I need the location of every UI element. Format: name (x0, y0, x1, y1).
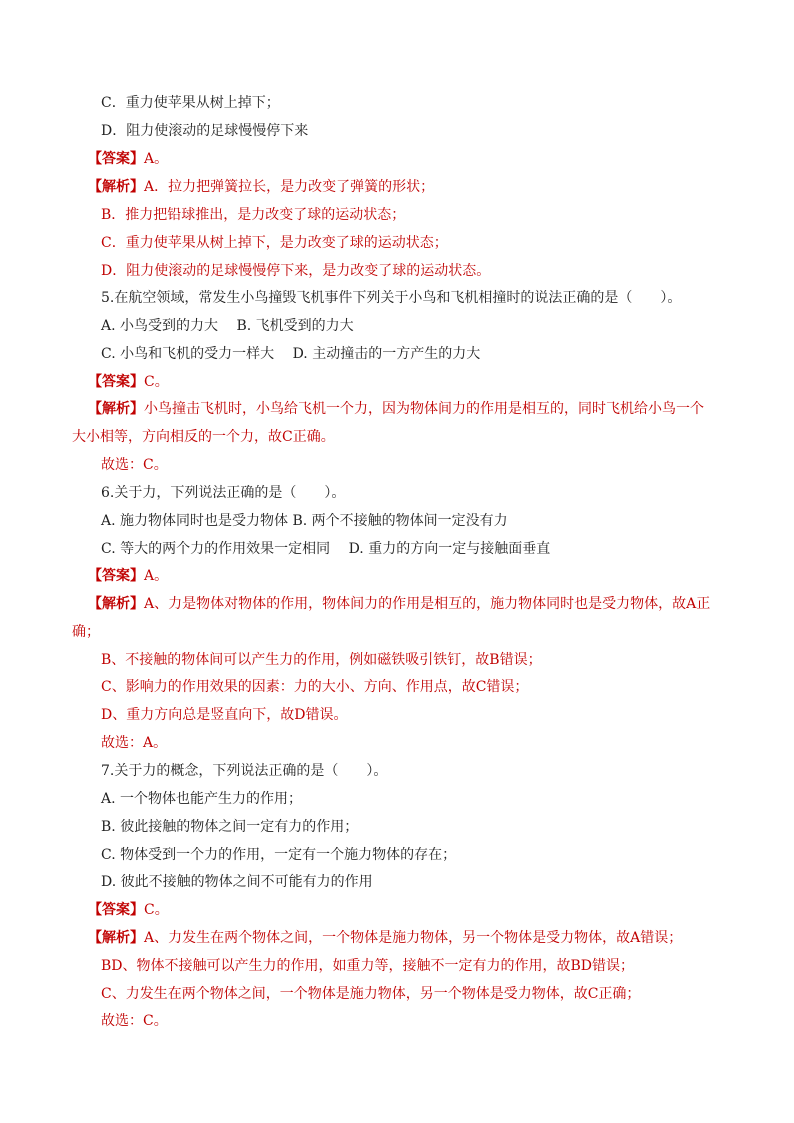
analysis-text: A、力是物体对物体的作用，物体间力的作用是相互的，施力物体同时也是受力物体，故A正 (144, 596, 711, 612)
q6-stem: 6.关于力，下列说法正确的是（ ）。 (101, 485, 346, 501)
q5-options-row-2: C. 小鸟和飞机的受力一样大 D. 主动撞击的一方产生的力大 (101, 346, 481, 362)
q7-option-d: D. 彼此不接触的物体之间不可能有力的作用 (101, 874, 373, 890)
q7-option-b: B. 彼此接触的物体之间一定有力的作用； (101, 819, 359, 835)
analysis-text: A、力发生在两个物体之间，一个物体是施力物体，另一个物体是受力物体，故A错误； (144, 930, 683, 946)
answer-value: C。 (144, 374, 169, 390)
prev-analysis-line-2: B．推力把铅球推出，是力改变了球的运动状态； (101, 207, 406, 223)
analysis-text: A．拉力把弹簧拉长，是力改变了弹簧的形状； (144, 179, 435, 195)
q7-stem: 7.关于力的概念，下列说法正确的是（ ）。 (101, 763, 388, 779)
q6-analysis-line-1 (88, 595, 710, 613)
analysis-label: 【解析】 (88, 401, 144, 417)
prev-analysis-line-4: D．阻力使滚动的足球慢慢停下来，是力改变了球的运动状态。 (101, 263, 491, 279)
prev-analysis-line-1 (88, 178, 434, 196)
answer-label: 【答案】 (88, 151, 144, 167)
prev-answer-line (88, 150, 168, 168)
q5-answer-line (88, 373, 169, 391)
prev-analysis-line-3: C．重力使苹果从树上掉下，是力改变了球的运动状态； (101, 235, 448, 251)
analysis-label: 【解析】 (88, 596, 144, 612)
q6-answer-line (88, 567, 168, 585)
answer-value: C。 (144, 902, 169, 918)
answer-label: 【答案】 (88, 568, 144, 584)
analysis-label: 【解析】 (88, 930, 144, 946)
answer-label: 【答案】 (88, 902, 144, 918)
analysis-label: 【解析】 (88, 179, 144, 195)
q6-analysis-line-5: D、重力方向总是竖直向下，故D错误。 (101, 707, 348, 723)
q7-answer-line (88, 901, 169, 919)
q6-analysis-line-2: 确； (72, 624, 100, 640)
q6-options-row-1: A. 施力物体同时也是受力物体 B. 两个不接触的物体间一定没有力 (101, 513, 508, 529)
answer-value: A。 (144, 151, 169, 167)
q7-analysis-line-1 (88, 929, 682, 947)
prev-option-c: C．重力使苹果从树上掉下； (101, 95, 280, 111)
prev-option-d: D．阻力使滚动的足球慢慢停下来 (101, 123, 309, 139)
answer-value: A。 (144, 568, 169, 584)
q7-option-a: A. 一个物体也能产生力的作用； (101, 791, 303, 807)
answer-label: 【答案】 (88, 374, 144, 390)
q7-option-c: C. 物体受到一个力的作用，一定有一个施力物体的存在； (101, 847, 457, 863)
q5-stem: 5.在航空领域，常发生小鸟撞毁飞机事件下列关于小鸟和飞机相撞时的说法正确的是（ ）。 (101, 290, 682, 306)
q7-analysis-line-2: BD、物体不接触可以产生力的作用，如重力等，接触不一定有力的作用，故BD错误； (101, 958, 635, 974)
q5-analysis-line-2: 大小相等，方向相反的一个力，故C正确。 (72, 429, 335, 445)
q7-choice: 故选：C。 (101, 1013, 168, 1029)
q6-analysis-line-4: C、影响力的作用效果的因素：力的大小、方向、作用点，故C错误； (101, 679, 529, 695)
q5-choice: 故选：C。 (101, 457, 168, 473)
q6-analysis-line-3: B、不接触的物体间可以产生力的作用，例如磁铁吸引铁钉，故B错误； (101, 652, 542, 668)
q5-options-row-1: A. 小鸟受到的力大 B. 飞机受到的力大 (101, 318, 354, 334)
q6-choice: 故选：A。 (101, 735, 168, 751)
analysis-text: 小鸟撞击飞机时，小鸟给飞机一个力，因为物体间力的作用是相互的，同时飞机给小鸟一个 (144, 401, 704, 417)
q7-analysis-line-3: C、力发生在两个物体之间，一个物体是施力物体，另一个物体是受力物体，故C正确； (101, 986, 641, 1002)
q5-analysis-line-1 (88, 400, 704, 418)
q6-options-row-2: C. 等大的两个力的作用效果一定相同 D. 重力的方向一定与接触面垂直 (101, 541, 551, 557)
